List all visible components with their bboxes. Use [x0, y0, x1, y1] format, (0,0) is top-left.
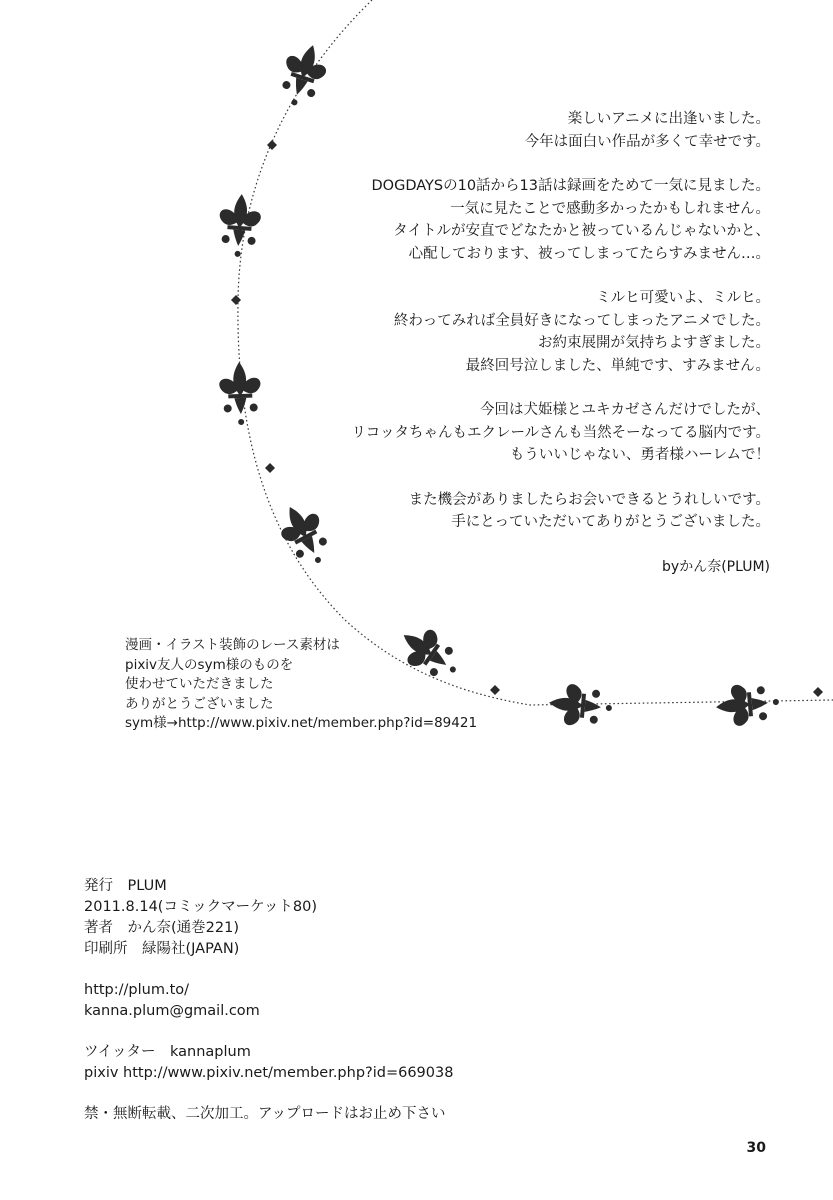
afterword-paragraph [300, 399, 770, 467]
afterword-line: 今年は面白い作品が多くて幸せです。 [524, 133, 770, 150]
afterword-line: 最終回号泣しました、単純です、すみません。 [465, 357, 770, 374]
email-line: kanna.plum@gmail.com [84, 1003, 260, 1019]
date-line: 2011.8.14(コミックマーケット80) [84, 899, 318, 915]
afterword-line: 楽しいアニメに出逢いました。 [567, 111, 770, 127]
afterword-line: 心配しております、被ってしまってたらすみません…。 [408, 245, 770, 262]
lace-dot-ornament [813, 687, 823, 697]
lace-dot-ornament [267, 140, 277, 150]
afterword-line: 手にとっていただいてありがとうございました。 [451, 514, 770, 530]
lace-dot-ornament [265, 463, 275, 473]
credit-line: 漫画・イラスト装飾のレース素材は [125, 637, 340, 653]
page-number: 30 [746, 1140, 766, 1156]
afterword-line: 今回は犬姫様とユキカゼさんだけでしたが、 [480, 402, 770, 418]
author-line: 著者 かん奈(通巻221) [84, 920, 239, 936]
credit-line: 使わせていただきました [125, 676, 274, 692]
printer-line: 印刷所 緑陽社(JAPAN) [84, 941, 240, 957]
afterword-line: 一気に見たことで感動多かったかもしれません。 [450, 200, 770, 217]
afterword-line: お約束展開が気持ちよすぎました。 [538, 335, 770, 351]
afterword-paragraph [300, 175, 770, 265]
afterword-line: リコッタちゃんもエクレールさんも当然そーなってる脳内です。 [351, 424, 770, 441]
afterword-paragraph [300, 489, 770, 534]
lace-dot-ornament [490, 685, 500, 695]
colophon [84, 876, 453, 1125]
afterword-line: また機会がありましたらお会いできるとうれしいです。 [408, 491, 770, 508]
lace-dot-ornament [231, 295, 241, 305]
twitter-line: ツイッター kannaplum [84, 1044, 251, 1060]
afterword-line: ミルヒ可愛いよ、ミルヒ。 [596, 290, 770, 306]
fleur-de-lis-ornament [219, 361, 262, 425]
afterword-message [300, 108, 770, 578]
credit-url-line: sym様→http://www.pixiv.net/member.php?id=89421 [125, 715, 478, 731]
fleur-de-lis-ornament [274, 39, 333, 112]
afterword-paragraph [300, 287, 770, 377]
lace-material-credit [125, 636, 477, 734]
credit-line: pixiv友人のsym様のものを [125, 656, 294, 673]
social-info [84, 1042, 453, 1084]
afterword-line: DOGDAYSの10話から13話は録画をためて一気に見ました。 [371, 178, 770, 194]
author-signature: byかん奈(PLUM) [662, 558, 770, 575]
afterword-line: もういいじゃない、勇者様ハーレムで！ [509, 447, 770, 463]
website-line: http://plum.to/ [84, 982, 190, 998]
publication-info [84, 876, 453, 960]
afterword-paragraph [300, 108, 770, 153]
afterword-line: タイトルが安直でどなたかと被っているんじゃないかと、 [393, 223, 770, 239]
fleur-de-lis-ornament [714, 681, 780, 728]
contact-info [84, 980, 453, 1022]
fleur-de-lis-ornament [217, 193, 262, 259]
publisher-line: 発行 PLUM [84, 878, 167, 894]
credit-line: ありがとうございました [125, 695, 274, 712]
fleur-de-lis-ornament [547, 682, 613, 729]
reproduction-warning: 禁・無断転載、二次加工。アップロードはお止め下さい [84, 1106, 446, 1122]
afterword-line: 終わってみれば全員好きになってしまったアニメでした。 [393, 312, 770, 329]
pixiv-line: pixiv http://www.pixiv.net/member.php?id=669038 [84, 1065, 454, 1081]
